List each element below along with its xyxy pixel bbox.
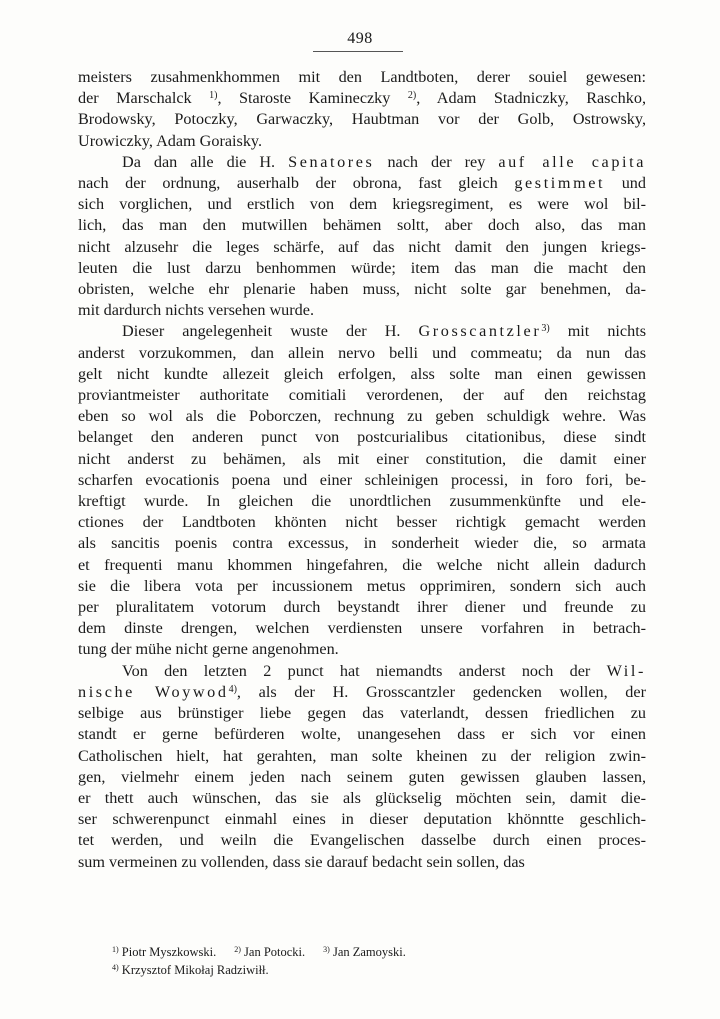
footnote-mark: 1) <box>112 945 119 954</box>
footnote-reference: 1) <box>209 90 218 102</box>
spaced-emphasis: Wil- <box>606 661 646 680</box>
text-line: nicht alzusehr die leges schärfe, auf das nicht damit den jungen kriegs- <box>78 237 646 256</box>
text-line: Urowiczky, Adam Goraisky. <box>78 131 263 150</box>
paragraph-p1 <box>78 67 646 152</box>
text-line: sich vorglichen, und erstlich von dem kriegsregiment, es were wol bil- <box>78 195 646 214</box>
text-line: gelt nicht kundte allezeit gleich erfolgen, alss solte man einen gewissen <box>78 364 646 383</box>
footnote-item <box>234 943 305 961</box>
page-number: 498 <box>347 30 373 47</box>
text-line: Catholischen hielt, hat gerahten, man solte kheinen zu der religion zwin- <box>78 746 646 765</box>
footnote-mark: 4) <box>112 963 119 972</box>
spaced-emphasis: gestimmet <box>514 174 606 193</box>
text-line: mit dardurch nichts versehen wurde. <box>78 301 314 320</box>
text-line: nicht anderst zu behämen, als mit einer constitution, die damit einer <box>78 449 646 468</box>
text-line: ser schwerenpunct einmahl eines in dieser deputation khönntte geschlich- <box>78 810 646 829</box>
text-line: eben so wol als die Poborczen, rechnung zu geben schuldigk wehre. Was <box>78 407 646 426</box>
text-line: per pluralitatem votorum durch beystandt ihrer diener und freunde zu <box>78 598 646 617</box>
footnote-text: Jan Potocki. <box>240 945 306 959</box>
text-line: Da dan alle die H. Senatores nach der rey auf alle capita <box>122 152 646 171</box>
footnote-text: Piotr Myszkowski. <box>118 945 217 959</box>
footnote-text: Jan Zamoyski. <box>329 945 406 959</box>
text-line: et frequenti manu khommen hingefahren, die welche nicht allein dadurch <box>78 555 646 574</box>
text-line: obristen, welche ehr plenarie haben muss, nicht solte gar benehmen, da- <box>78 280 646 299</box>
text-line: Brodowsky, Potoczky, Garwaczky, Haubtman vor der Golb, Ostrowsky, <box>78 110 646 129</box>
text-line: sie die libera vota per incussionem metus opprimiren, sondern sich auch <box>78 576 646 595</box>
footnote-line <box>112 943 632 961</box>
footnote-reference: 2) <box>407 90 417 102</box>
footnote-reference: 4) <box>228 683 237 695</box>
text-line: nach der ordnung, auserhalb der obrona, fast gleich gestimmet und <box>78 174 646 193</box>
footnote-text: Krzysztof Mikołaj Radziwiłł. <box>118 963 269 977</box>
footnote-item <box>323 943 406 961</box>
spaced-emphasis: Senatores <box>288 152 375 171</box>
text-line: proviantmeister authoritate comitiali verordenen, der auf den reichstag <box>78 386 646 405</box>
spaced-emphasis: auf alle capita <box>498 152 646 171</box>
text-line: nische Woywod$^{4)}$, als der H. Grosscantzler gedencken wollen, der <box>78 682 646 701</box>
text-line: anderst vorzukommen, dan allein nervo belli und commeatu; da nun das <box>78 343 646 362</box>
footnotes <box>112 943 632 979</box>
footnote-line <box>112 961 632 979</box>
footnote-mark: 2) <box>234 945 241 954</box>
spaced-emphasis: Grosscantzler <box>418 322 542 341</box>
paragraph-p2 <box>78 152 646 322</box>
text-line: gen, vielmehr einem jeden nach seinem guten gewissen glauben lassen, <box>78 767 646 786</box>
text-line: sum vermeinen zu vollenden, dass sie darauf bedacht sein sollen, das <box>78 852 525 871</box>
text-line: lich, das man den mutwillen behämen soltt, aber doch also, das man <box>78 216 646 235</box>
text-line: er thett auch wünschen, das sie als glückselig möchten sein, damit die- <box>78 788 646 807</box>
footnote-item <box>112 961 269 979</box>
text-line: Dieser angelegenheit wuste der H. Grosscantzler$^{3)}$ mit nichts <box>122 322 646 341</box>
spaced-emphasis: nische Woywod <box>78 682 229 701</box>
text-line: tung der mühe nicht gerne angenohmen. <box>78 640 339 659</box>
text-line: Von den letzten 2 punct hat niemandts anderst noch der Wil- <box>122 661 646 680</box>
text-line: ctiones der Landtboten khönten nicht besser richtigk gemacht werden <box>78 513 646 532</box>
footnote-item <box>112 943 216 961</box>
text-line: selbige aus brünstiger liebe gegen das vaterlandt, dessen friedlichen zu <box>78 704 646 723</box>
text-line: dem dinste drengen, welchen verdiensten unsere vorfahren in betrach- <box>78 619 646 638</box>
text-line: standt er gerne befürderen wolte, unangesehen dass er sich vor einen <box>78 725 646 744</box>
footnote-reference: 3) <box>541 323 550 335</box>
text-line: meisters zusahmenkhommen mit den Landtboten, derer souiel gewesen: <box>78 68 646 86</box>
text-line: scharfen evocationis poena und einer schleinigen processi, in foro fori, be- <box>78 470 646 489</box>
text-line: der Marschalck $^{1)}$, Staroste Kamineczky $^{2)}$, Adam Stadniczky, Raschko, <box>78 89 646 108</box>
text-line: als sancitis poenis contra excessus, in sonderheit wieder die, so armata <box>78 534 646 553</box>
text-line: tet werden, und weiln die Evangelischen dasselbe durch einen proces- <box>78 831 646 850</box>
text-line: belanget den anderen punct von postcurialibus citationibus, diese sindt <box>78 428 646 447</box>
text-line: leuten die lust darzu benhommen würde; item das man die macht den <box>78 258 646 277</box>
text-line: kreftigt wurde. In gleichen die unordtlichen zusummenkünfte und ele- <box>78 492 646 511</box>
body-text <box>78 67 646 873</box>
paragraph-p4 <box>78 661 646 873</box>
footnote-mark: 3) <box>323 945 330 954</box>
paragraph-p3 <box>78 321 646 660</box>
page-number-rule <box>313 51 403 52</box>
